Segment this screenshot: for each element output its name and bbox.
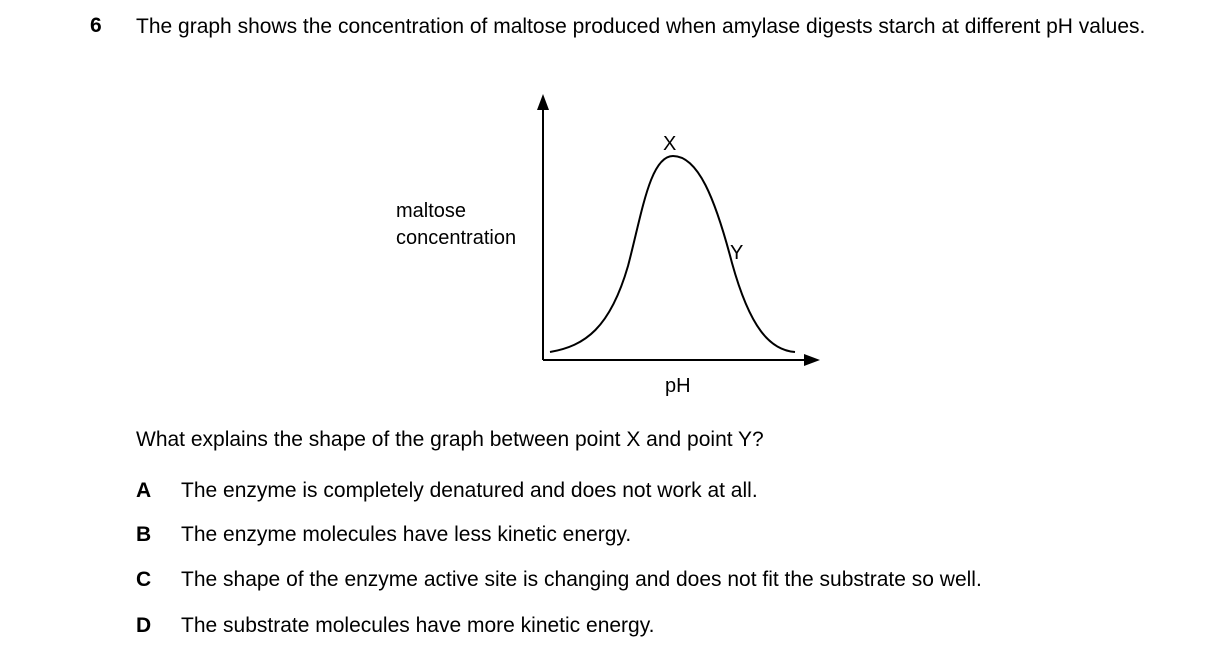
- point-y-label: Y: [730, 242, 744, 264]
- question-text: The graph shows the concentration of maltose produced when amylase digests starch at different pH values.: [136, 15, 1146, 38]
- x-axis-arrow: [804, 354, 820, 366]
- option-text: The shape of the enzyme active site is changing and does not fit the substrate so well.: [181, 568, 982, 591]
- maltose-curve: [550, 156, 795, 352]
- option-text: The substrate molecules have more kinetic energy.: [181, 614, 655, 637]
- option-text: The enzyme molecules have less kinetic energy.: [181, 523, 632, 546]
- graph-svg: [380, 88, 840, 408]
- option-letter: B: [136, 523, 152, 546]
- option-letter: A: [136, 479, 152, 502]
- option-text: The enzyme is completely denatured and does not work at all.: [181, 479, 758, 502]
- question-prompt: What explains the shape of the graph between point X and point Y?: [136, 428, 764, 451]
- x-axis-label: pH: [665, 375, 691, 397]
- question-number: 6: [90, 14, 102, 37]
- y-axis-arrow: [537, 94, 549, 110]
- y-axis-label-line2: concentration: [396, 227, 517, 249]
- graph: [380, 88, 840, 413]
- point-x-label: X: [663, 133, 677, 155]
- option-letter: C: [136, 568, 152, 591]
- option-letter: D: [136, 614, 152, 637]
- y-axis-label-line1: maltose: [396, 200, 467, 222]
